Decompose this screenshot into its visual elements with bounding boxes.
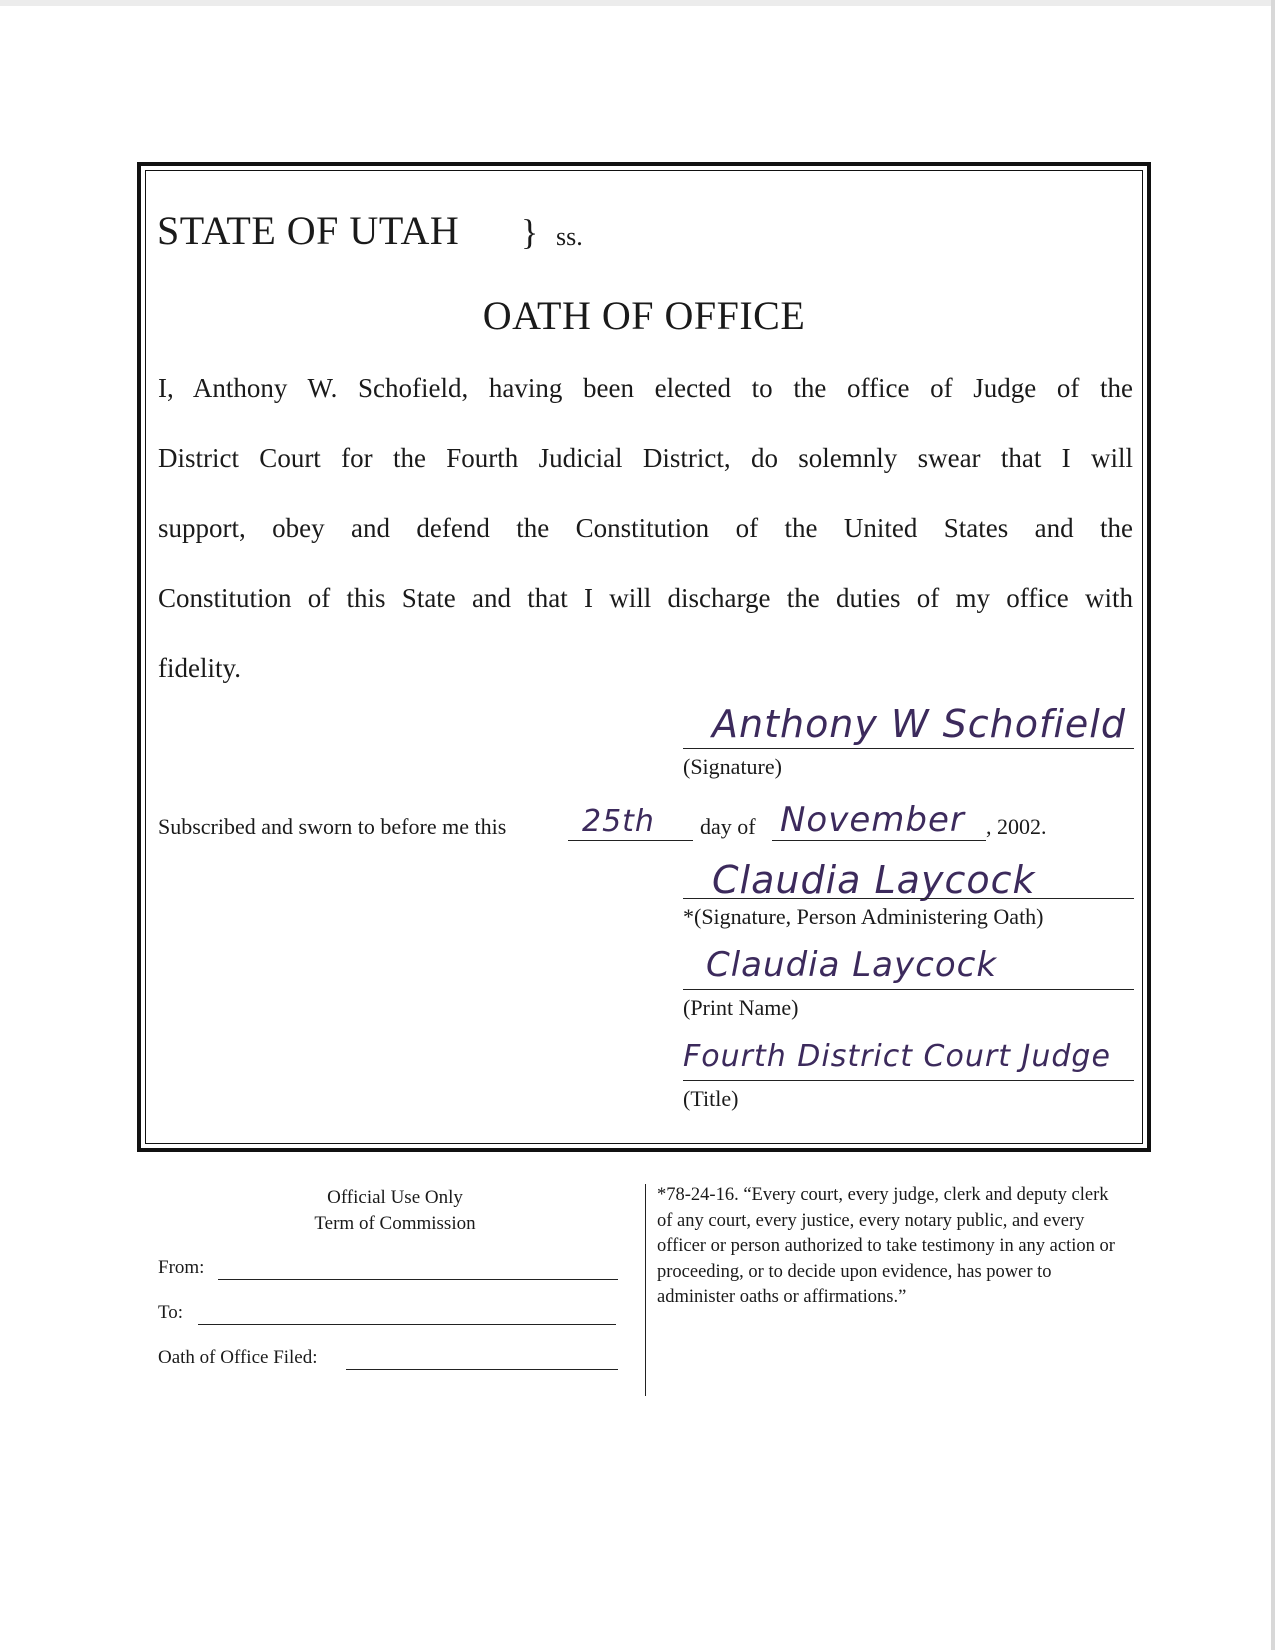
print-name-label: (Print Name)	[683, 995, 799, 1020]
state-title: STATE OF UTAH	[157, 208, 460, 253]
signature-label: (Signature)	[683, 754, 782, 779]
oath-filed-line	[346, 1369, 618, 1370]
title-line	[683, 1080, 1134, 1081]
scan-top-edge	[0, 0, 1275, 6]
scan-right-edge	[1271, 0, 1275, 1650]
judge-signature: Anthony W Schofield	[712, 702, 1126, 746]
from-label: From:	[158, 1257, 205, 1278]
oath-line-3: support, obey and defend the Constitution of the United States and the	[158, 513, 1133, 543]
year-label: , 2002.	[986, 814, 1047, 839]
oath-line-2: District Court for the Fourth Judicial District, do solemnly swear that I will	[158, 443, 1133, 473]
administrator-signature: Claudia Laycock	[712, 858, 1036, 902]
statute-note: *78-24-16. “Every court, every judge, clerk and deputy clerk of any court, every justice, every notary public, and every officer or person authorized to take testimony in any action or proceeding, or to decide upon evidence, has power to administer oaths or affirmations.”	[657, 1185, 1115, 1307]
day-line	[568, 840, 693, 841]
column-divider	[645, 1184, 646, 1396]
from-line	[218, 1279, 618, 1280]
official-use-heading: Official Use Only	[327, 1187, 463, 1208]
signature-line	[683, 748, 1134, 749]
term-of-commission-heading: Term of Commission	[314, 1213, 476, 1234]
ss-abbreviation: ss.	[556, 222, 583, 251]
title-label: (Title)	[683, 1086, 739, 1111]
administrator-label: *(Signature, Person Administering Oath)	[683, 904, 1044, 929]
month-line	[772, 840, 986, 841]
month-handwritten: November	[780, 800, 965, 840]
print-name-line	[683, 989, 1134, 990]
to-line	[198, 1324, 616, 1325]
sworn-prefix: Subscribed and sworn to before me this	[158, 814, 507, 839]
day-of-label: day of	[700, 814, 756, 839]
oath-filed-label: Oath of Office Filed:	[158, 1347, 318, 1368]
title-handwritten: Fourth District Court Judge	[683, 1039, 1111, 1074]
day-handwritten: 25th	[582, 804, 655, 839]
oath-line-5: fidelity.	[158, 653, 241, 683]
oath-title: OATH OF OFFICE	[482, 293, 806, 338]
to-label: To:	[158, 1302, 184, 1323]
oath-line-4: Constitution of this State and that I will discharge the duties of my office with	[158, 583, 1133, 613]
administrator-line	[683, 898, 1134, 899]
oath-line-1: I, Anthony W. Schofield, having been elected to the office of Judge of the	[158, 373, 1133, 403]
print-name-handwritten: Claudia Laycock	[706, 945, 998, 985]
brace: }	[521, 212, 539, 252]
